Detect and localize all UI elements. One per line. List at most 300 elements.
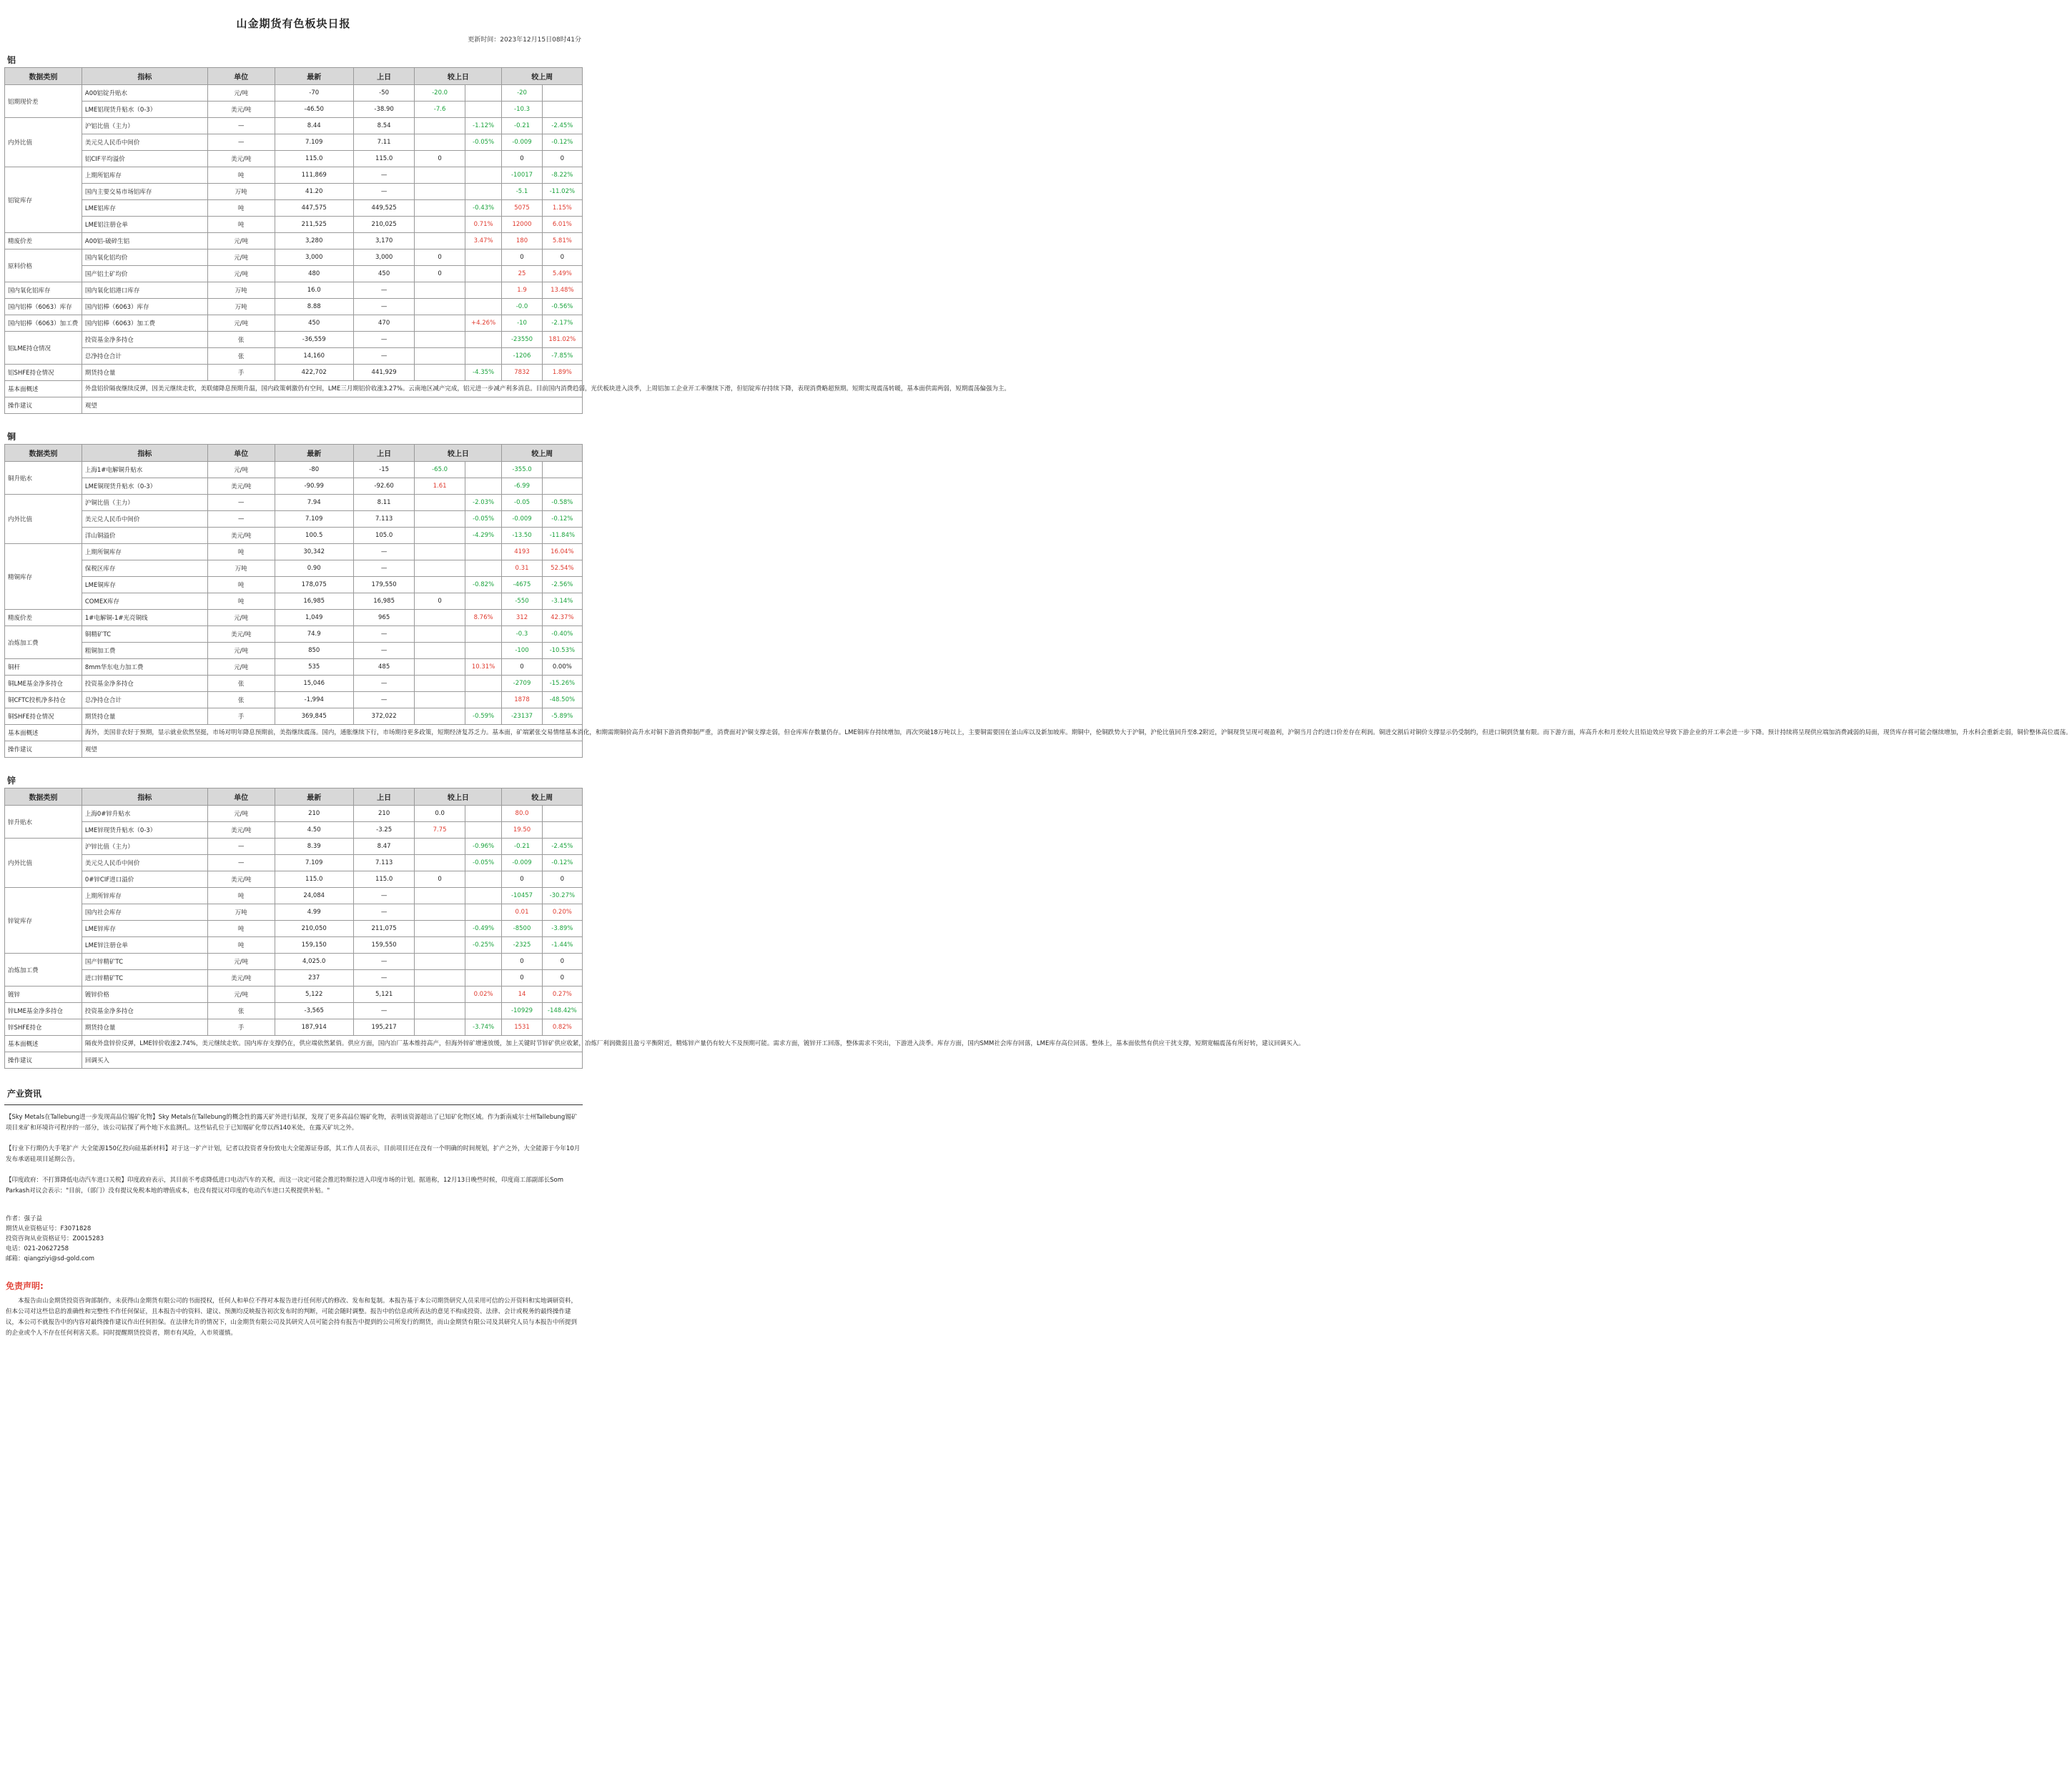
change-vs-prev: [415, 134, 465, 151]
indicator-cell: COMEX库存: [82, 593, 207, 610]
change-vs-week: -23137: [502, 708, 542, 725]
indicator-cell: 铝CIF平均溢价: [82, 151, 207, 167]
change-pct-vs-prev: 0.02%: [465, 987, 502, 1003]
change-vs-prev: 1.61: [415, 478, 465, 495]
indicator-cell: 国内社会库存: [82, 904, 207, 921]
unit-cell: 美元/吨: [207, 970, 275, 987]
change-vs-prev: [415, 708, 465, 725]
current-value: 41.20: [275, 184, 353, 200]
change-pct-vs-prev: [465, 282, 502, 299]
change-vs-prev: [415, 495, 465, 511]
change-vs-week: 312: [502, 610, 542, 626]
change-vs-prev: [415, 692, 465, 708]
change-vs-prev: [415, 315, 465, 332]
industry-title: 产业资讯: [7, 1089, 42, 1099]
category-cell: 铝SHFE持仓情况: [5, 365, 82, 381]
change-pct-vs-week: -2.45%: [542, 118, 582, 134]
summary-text: 外盘铝价隔夜继续反弹，因美元继续走软，美联储降息预期升温，国内政策刺激仍有空间，LME三月期铝价收涨3.27%。云南地区减产完成，铝元进一步减产利多消息。目前国内消费趋弱，光伏板块进入淡季，上周铝加工企业开工率继续下滑，但铝锭库存持续下降，表现消费略超预期。短期实现震荡转暖，基本面供需两弱，短期震荡偏强为主。: [82, 381, 582, 397]
change-vs-week: -10: [502, 315, 542, 332]
unit-cell: 美元/吨: [207, 528, 275, 544]
category-cell: 铜升贴水: [5, 462, 82, 495]
change-pct-vs-prev: [465, 167, 502, 184]
indicator-cell: 期货持仓量: [82, 1019, 207, 1036]
prev-value: 450: [353, 266, 415, 282]
indicator-cell: 上海0#锌升贴水: [82, 806, 207, 822]
prev-value: 7.11: [353, 134, 415, 151]
prev-value: 211,075: [353, 921, 415, 937]
prev-value: 159,550: [353, 937, 415, 954]
change-vs-prev: [415, 937, 465, 954]
indicator-cell: 期货持仓量: [82, 708, 207, 725]
category-cell: 锌SHFE持仓: [5, 1019, 82, 1036]
category-cell: 锌LME基金净多持仓: [5, 1003, 82, 1019]
indicator-cell: 上期所铝库存: [82, 167, 207, 184]
change-pct-vs-week: [542, 806, 582, 822]
unit-cell: 吨: [207, 937, 275, 954]
change-vs-week: -10457: [502, 888, 542, 904]
prev-value: —: [353, 1003, 415, 1019]
change-vs-prev: [415, 200, 465, 217]
change-pct-vs-week: 181.02%: [542, 332, 582, 348]
current-value: 0.90: [275, 560, 353, 577]
prev-value: 8.11: [353, 495, 415, 511]
change-pct-vs-week: 0.20%: [542, 904, 582, 921]
current-value: 8.88: [275, 299, 353, 315]
unit-cell: 元/吨: [207, 233, 275, 249]
change-vs-week: -0.009: [502, 855, 542, 871]
change-pct-vs-week: 13.48%: [542, 282, 582, 299]
header-vs-week: 较上周: [502, 68, 583, 85]
current-value: 4.50: [275, 822, 353, 839]
current-value: 450: [275, 315, 353, 332]
table-row: [5, 233, 583, 249]
unit-cell: 万吨: [207, 282, 275, 299]
change-vs-prev: [415, 610, 465, 626]
change-pct-vs-week: 0.82%: [542, 1019, 582, 1036]
change-pct-vs-week: [542, 478, 582, 495]
change-vs-week: -550: [502, 593, 542, 610]
prev-value: —: [353, 332, 415, 348]
category-cell: 原料价格: [5, 249, 82, 282]
category-cell: 精铜库存: [5, 544, 82, 610]
unit-cell: 元/吨: [207, 954, 275, 970]
indicator-cell: 国内氧化铝港口库存: [82, 282, 207, 299]
header-current: 最新: [275, 68, 353, 85]
table-row: [5, 315, 583, 332]
change-vs-prev: [415, 233, 465, 249]
change-pct-vs-prev: [465, 871, 502, 888]
prev-value: 372,022: [353, 708, 415, 725]
change-vs-prev: [415, 643, 465, 659]
current-value: -46.50: [275, 102, 353, 118]
change-vs-prev: [415, 954, 465, 970]
prev-value: —: [353, 904, 415, 921]
prev-value: 7.113: [353, 511, 415, 528]
change-pct-vs-week: -0.12%: [542, 134, 582, 151]
unit-cell: 吨: [207, 888, 275, 904]
table-row: [5, 839, 583, 855]
change-vs-week: -13.50: [502, 528, 542, 544]
unit-cell: —: [207, 855, 275, 871]
prev-value: 16,985: [353, 593, 415, 610]
category-cell: 铜LME基金净多持仓: [5, 676, 82, 692]
current-value: 74.9: [275, 626, 353, 643]
change-vs-prev: [415, 676, 465, 692]
change-pct-vs-prev: -3.74%: [465, 1019, 502, 1036]
category-cell: 内外比值: [5, 495, 82, 544]
header-vs-prev: 较上日: [415, 445, 502, 462]
change-pct-vs-prev: [465, 85, 502, 102]
category-cell: 冶炼加工费: [5, 626, 82, 659]
unit-cell: 元/吨: [207, 610, 275, 626]
current-value: 850: [275, 643, 353, 659]
change-vs-week: 25: [502, 266, 542, 282]
change-vs-prev: -65.0: [415, 462, 465, 478]
table-row: [5, 708, 583, 725]
change-vs-prev: [415, 348, 465, 365]
current-value: -36,559: [275, 332, 353, 348]
change-vs-week: -0.21: [502, 839, 542, 855]
change-pct-vs-week: -15.26%: [542, 676, 582, 692]
change-vs-week: -5.1: [502, 184, 542, 200]
change-pct-vs-prev: -4.29%: [465, 528, 502, 544]
change-vs-prev: [415, 626, 465, 643]
change-pct-vs-week: -11.84%: [542, 528, 582, 544]
table-row: [5, 659, 583, 676]
indicator-cell: LME锌库存: [82, 921, 207, 937]
summary-row: [5, 381, 583, 397]
change-vs-prev: -7.6: [415, 102, 465, 118]
table-row: [5, 937, 583, 954]
category-cell: 国内铝棒（6063）加工费: [5, 315, 82, 332]
prev-value: -92.60: [353, 478, 415, 495]
prev-value: 105.0: [353, 528, 415, 544]
summary-label: 基本面概述: [5, 381, 82, 397]
operation-advice: 观望: [82, 741, 582, 758]
change-vs-week: 1.9: [502, 282, 542, 299]
change-pct-vs-week: -5.89%: [542, 708, 582, 725]
prev-value: 195,217: [353, 1019, 415, 1036]
prev-value: 441,929: [353, 365, 415, 381]
current-value: -80: [275, 462, 353, 478]
operation-advice: 观望: [82, 397, 582, 414]
change-vs-week: 0.31: [502, 560, 542, 577]
author-phone: 电话：021-20627258: [6, 1245, 69, 1252]
header-current: 最新: [275, 445, 353, 462]
unit-cell: 美元/吨: [207, 871, 275, 888]
current-value: 237: [275, 970, 353, 987]
news-item: 【Sky Metals在Tallebung进一步发现高品位锡矿化物】Sky Metals在Tallebung的概念性的露天矿外进行钻探，发现了更多高品位锡矿化物，表明该资源超出了已知矿化物区域。作为新南威尔士州Tallebung锡矿项目来矿和环境许可程序的一部分，该公司钻探了两个地下水监测孔。这些钻孔位于已知锡矿化带以西140米处，在露天矿坑之外。: [6, 1114, 578, 1132]
unit-cell: 吨: [207, 921, 275, 937]
change-pct-vs-prev: [465, 593, 502, 610]
change-vs-week: -1206: [502, 348, 542, 365]
unit-cell: 吨: [207, 200, 275, 217]
change-vs-week: -10.3: [502, 102, 542, 118]
current-value: 447,575: [275, 200, 353, 217]
unit-cell: —: [207, 511, 275, 528]
change-vs-week: -0.009: [502, 511, 542, 528]
change-pct-vs-week: -0.58%: [542, 495, 582, 511]
current-value: 7.94: [275, 495, 353, 511]
prev-value: —: [353, 184, 415, 200]
category-cell: 国内铝棒（6063）库存: [5, 299, 82, 315]
change-vs-prev: [415, 1019, 465, 1036]
indicator-cell: 国内铝棒（6063）库存: [82, 299, 207, 315]
prev-value: —: [353, 954, 415, 970]
author-email[interactable]: 邮箱：qiangziyi@sd-gold.com: [6, 1255, 95, 1262]
change-vs-week: 5075: [502, 200, 542, 217]
indicator-cell: 0#锌CIF进口溢价: [82, 871, 207, 888]
indicator-cell: 期货持仓量: [82, 365, 207, 381]
table-row: [5, 921, 583, 937]
header-vs-week: 较上周: [502, 788, 583, 806]
change-pct-vs-prev: -0.96%: [465, 839, 502, 855]
change-vs-prev: [415, 904, 465, 921]
prev-value: 449,525: [353, 200, 415, 217]
unit-cell: 元/吨: [207, 643, 275, 659]
prev-value: —: [353, 544, 415, 560]
prev-value: -38.90: [353, 102, 415, 118]
change-pct-vs-week: -0.12%: [542, 511, 582, 528]
unit-cell: 元/吨: [207, 462, 275, 478]
unit-cell: 万吨: [207, 560, 275, 577]
prev-value: 5,121: [353, 987, 415, 1003]
table-row: [5, 1019, 583, 1036]
indicator-cell: 沪铜比值（主力）: [82, 495, 207, 511]
prev-value: 7.113: [353, 855, 415, 871]
header-category: 数据类别: [5, 68, 82, 85]
unit-cell: 元/吨: [207, 987, 275, 1003]
current-value: 8.39: [275, 839, 353, 855]
prev-value: —: [353, 282, 415, 299]
change-pct-vs-week: 0.00%: [542, 659, 582, 676]
prev-value: 210,025: [353, 217, 415, 233]
prev-value: —: [353, 167, 415, 184]
change-pct-vs-prev: [465, 954, 502, 970]
prev-value: 470: [353, 315, 415, 332]
change-vs-prev: [415, 299, 465, 315]
change-pct-vs-week: 0: [542, 970, 582, 987]
current-value: 159,150: [275, 937, 353, 954]
table-row: [5, 904, 583, 921]
table-row: [5, 676, 583, 692]
header-unit: 单位: [207, 788, 275, 806]
indicator-cell: LME锌现货升贴水（0-3）: [82, 822, 207, 839]
change-pct-vs-prev: [465, 970, 502, 987]
change-vs-week: 0.01: [502, 904, 542, 921]
prev-value: —: [353, 970, 415, 987]
news-item: 【行业下行期仍大手笔扩产 大全能源150亿投向硅基新材料】对于这一扩产计划，记者以投资者身份致电大全能源证券部，其工作人员表示，目前项目还在没有一个明确的时间规划，扩产之外，大全能源于今年10月发布承诺硅项目延期公告。: [6, 1145, 581, 1163]
header-prev: 上日: [353, 445, 415, 462]
prev-value: 115.0: [353, 151, 415, 167]
header-unit: 单位: [207, 445, 275, 462]
header-vs-prev: 较上日: [415, 788, 502, 806]
change-vs-week: -100: [502, 643, 542, 659]
table-row: [5, 85, 583, 102]
indicator-cell: 国产铝土矿均价: [82, 266, 207, 282]
current-value: 480: [275, 266, 353, 282]
change-pct-vs-prev: -0.05%: [465, 511, 502, 528]
table-row: [5, 1003, 583, 1019]
current-value: 8.44: [275, 118, 353, 134]
change-vs-prev: [415, 167, 465, 184]
header-current: 最新: [275, 788, 353, 806]
change-vs-week: -6.99: [502, 478, 542, 495]
prev-value: —: [353, 299, 415, 315]
table-row: [5, 855, 583, 871]
indicator-cell: 1#电解铜-1#光亮铜线: [82, 610, 207, 626]
update-time: 更新时间：2023年12月15日08时41分: [468, 36, 581, 44]
change-pct-vs-prev: [465, 266, 502, 282]
change-pct-vs-prev: -0.25%: [465, 937, 502, 954]
change-vs-week: -0.05: [502, 495, 542, 511]
operation-row: [5, 741, 583, 758]
current-value: 7.109: [275, 134, 353, 151]
header-category: 数据类别: [5, 445, 82, 462]
change-vs-week: -0.21: [502, 118, 542, 134]
prev-value: —: [353, 348, 415, 365]
change-pct-vs-prev: -0.82%: [465, 577, 502, 593]
change-vs-prev: [415, 217, 465, 233]
unit-cell: 手: [207, 365, 275, 381]
zinc-section: [4, 775, 1305, 1069]
table-row: [5, 134, 583, 151]
prev-value: 115.0: [353, 871, 415, 888]
indicator-cell: 8mm华东电力加工费: [82, 659, 207, 676]
change-pct-vs-prev: [465, 462, 502, 478]
table-row: [5, 871, 583, 888]
header-category: 数据类别: [5, 788, 82, 806]
change-vs-week: 0: [502, 659, 542, 676]
change-vs-prev: [415, 560, 465, 577]
table-row: [5, 184, 583, 200]
change-vs-prev: [415, 987, 465, 1003]
unit-cell: 吨: [207, 593, 275, 610]
indicator-cell: 镀锌价格: [82, 987, 207, 1003]
change-pct-vs-week: [542, 822, 582, 839]
change-pct-vs-prev: -0.59%: [465, 708, 502, 725]
change-pct-vs-prev: -0.43%: [465, 200, 502, 217]
change-pct-vs-week: -10.53%: [542, 643, 582, 659]
indicator-cell: 洋山铜溢价: [82, 528, 207, 544]
change-pct-vs-prev: 8.76%: [465, 610, 502, 626]
current-value: 4.99: [275, 904, 353, 921]
change-vs-prev: [415, 659, 465, 676]
indicator-cell: 国内主要交易市场铝库存: [82, 184, 207, 200]
current-value: 210: [275, 806, 353, 822]
change-vs-week: 0: [502, 954, 542, 970]
change-pct-vs-week: 0: [542, 871, 582, 888]
change-pct-vs-prev: -0.05%: [465, 855, 502, 871]
change-vs-week: 0: [502, 970, 542, 987]
unit-cell: —: [207, 134, 275, 151]
change-pct-vs-prev: [465, 643, 502, 659]
change-vs-week: -10017: [502, 167, 542, 184]
category-cell: 铜CFTC投机净多持仓: [5, 692, 82, 708]
table-row: [5, 544, 583, 560]
prev-value: 8.54: [353, 118, 415, 134]
change-pct-vs-prev: [465, 676, 502, 692]
prev-value: 210: [353, 806, 415, 822]
current-value: 422,702: [275, 365, 353, 381]
unit-cell: 手: [207, 1019, 275, 1036]
change-vs-prev: [415, 365, 465, 381]
section-title: 铝: [7, 55, 16, 65]
indicator-cell: LME铝现货升贴水（0-3）: [82, 102, 207, 118]
table-row: [5, 610, 583, 626]
change-vs-week: 19.50: [502, 822, 542, 839]
indicator-cell: 进口锌精矿TC: [82, 970, 207, 987]
header-row: [5, 68, 583, 85]
category-cell: 内外比值: [5, 839, 82, 888]
report-title: 山金期货有色板块日报: [236, 17, 351, 30]
change-vs-week: 80.0: [502, 806, 542, 822]
change-pct-vs-week: 6.01%: [542, 217, 582, 233]
current-value: -70: [275, 85, 353, 102]
prev-value: 485: [353, 659, 415, 676]
table-row: [5, 987, 583, 1003]
change-vs-week: 12000: [502, 217, 542, 233]
indicator-cell: 保税区库存: [82, 560, 207, 577]
copper-section: [4, 431, 2072, 758]
current-value: 100.5: [275, 528, 353, 544]
change-vs-week: -0.009: [502, 134, 542, 151]
change-vs-week: -0.3: [502, 626, 542, 643]
change-pct-vs-week: 1.15%: [542, 200, 582, 217]
change-pct-vs-week: -3.89%: [542, 921, 582, 937]
table-row: [5, 151, 583, 167]
change-pct-vs-prev: [465, 822, 502, 839]
summary-text: 隔夜外盘锌价反弹，LME锌价收涨2.74%，美元继续走软。国内库存支撑仍在，供应端依然紧俏。供应方面，国内冶厂基本维持高产，但海外锌矿增速放缓，加上关键时节锌矿供应收紧，冶炼厂利润微弱且盈亏平衡附近，精炼锌产量仍有较大不及预期可能。需求方面，镀锌开工回落，整体需求不突出，下游进入淡季。库存方面，国内SMM社会库存回落，LME库存高位回落。整体上，基本面依然有供应干扰支撑，短期宽幅震荡有所好转，建议回调买入。: [82, 1036, 582, 1052]
change-pct-vs-week: 5.49%: [542, 266, 582, 282]
change-vs-week: -10929: [502, 1003, 542, 1019]
prev-value: 8.47: [353, 839, 415, 855]
unit-cell: 元/吨: [207, 85, 275, 102]
change-vs-prev: [415, 544, 465, 560]
table-row: [5, 102, 583, 118]
change-pct-vs-week: -7.85%: [542, 348, 582, 365]
change-pct-vs-week: -48.50%: [542, 692, 582, 708]
change-pct-vs-prev: 10.31%: [465, 659, 502, 676]
table-row: [5, 348, 583, 365]
table-row: [5, 365, 583, 381]
current-value: 1,049: [275, 610, 353, 626]
change-vs-week: 0: [502, 151, 542, 167]
change-pct-vs-prev: [465, 249, 502, 266]
unit-cell: 张: [207, 332, 275, 348]
current-value: 111,869: [275, 167, 353, 184]
table-row: [5, 593, 583, 610]
unit-cell: 张: [207, 348, 275, 365]
current-value: -1,994: [275, 692, 353, 708]
change-pct-vs-week: -11.02%: [542, 184, 582, 200]
category-cell: 镀锌: [5, 987, 82, 1003]
zinc-table: [4, 788, 1305, 1069]
indicator-cell: 上海1#电解铜升贴水: [82, 462, 207, 478]
change-pct-vs-prev: [465, 184, 502, 200]
change-vs-prev: 0: [415, 151, 465, 167]
change-vs-prev: [415, 528, 465, 544]
change-vs-prev: 0: [415, 871, 465, 888]
change-vs-prev: [415, 184, 465, 200]
change-pct-vs-prev: -0.05%: [465, 134, 502, 151]
change-vs-week: -20: [502, 85, 542, 102]
summary-text: 海外，美国非农好于预期，显示就业依然坚挺，市场对明年降息预期前，美指继续震荡。国内，通胀继续下行，市场期待更多政策，短期经济复苏乏力。基本面，矿端紧张交易情绪基本消化，和期需期铜价高升水对铜下游消费抑制严重，消费面对沪铜支撑走弱，但仓库库存数量仍存。LME铜库存持续增加，再次突破18万吨以上，主要铜需要国在釜山库以及新加坡库。期铜中，伦铜跌势大于沪铜，沪伦比值回升至8.2附近，沪铜现货呈现可观盈利，沪铜当月合约进口价差存在利润。铜进交割后对铜价支撑显示仍受制约，但进口铜到货量有限。而下游方面，库高升水和月差较大且铅迫效应导致下游企业的开工率会进一步下降。预计持续将呈现供应端加消费减弱的局面，现货库存将可能会继续增加，升水科会重新走弱，铜价整体高位震荡。: [82, 725, 582, 741]
current-value: 187,914: [275, 1019, 353, 1036]
unit-cell: 元/吨: [207, 315, 275, 332]
current-value: 16.0: [275, 282, 353, 299]
current-value: 3,280: [275, 233, 353, 249]
